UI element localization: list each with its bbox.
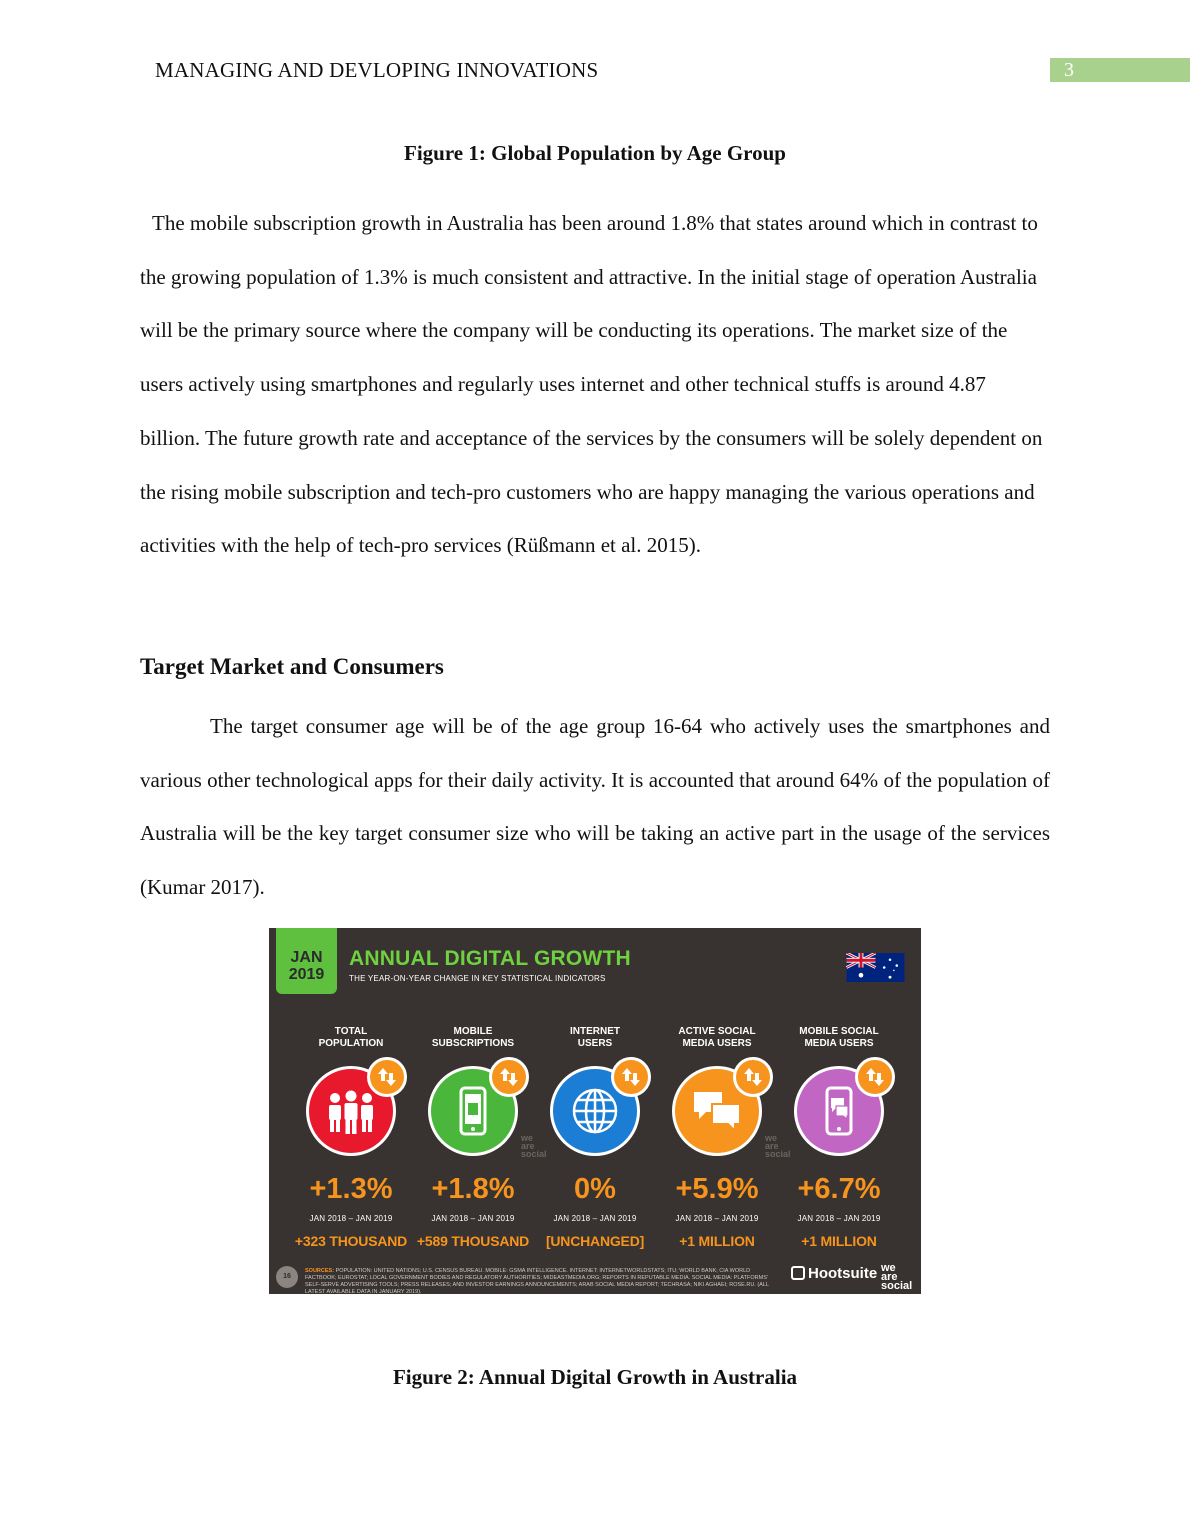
- we-are-social-watermark: we are social: [521, 1133, 547, 1159]
- section-heading: Target Market and Consumers: [140, 654, 444, 679]
- stat-label-line2: MEDIA USERS: [804, 1038, 874, 1049]
- stat-change: +1 MILLION: [679, 1233, 755, 1249]
- paragraph-1: The mobile subscription growth in Australia has been around 1.8% that states around which in contrast to the growing population of 1.3% is much consistent and attractive. In the initial stage of operation Australia will be the primary source where the company will be conducting its operations. The market size of the users actively using smartphones and regularly uses internet and other technical stuffs is around 4.87 billion. The future growth rate and acceptance of the services by the consumers will be solely dependent on the rising mobile subscription and tech-pro customers who are happy managing the various operations and activities with the help of tech-pro services (Rüßmann et al. 2015).: [140, 211, 1043, 558]
- stat-value: +1.8%: [431, 1173, 515, 1205]
- growth-badge-icon: [733, 1057, 773, 1097]
- stat-label-line2: MEDIA USERS: [682, 1038, 752, 1049]
- stat-value: +1.3%: [309, 1173, 393, 1205]
- hootsuite-wordmark: Hootsuite: [808, 1265, 878, 1282]
- stat-label-line1: MOBILE SOCIAL: [799, 1026, 879, 1037]
- we-are-social-watermark: we are social: [765, 1133, 791, 1159]
- growth-badge-icon: [367, 1057, 407, 1097]
- chat-bubbles-icon: [690, 1084, 744, 1138]
- stat-label: [657, 1026, 777, 1052]
- stat-label: [535, 1026, 655, 1052]
- stat-period: JAN 2018 – JAN 2019: [797, 1214, 881, 1223]
- stat-period: JAN 2018 – JAN 2019: [553, 1214, 637, 1223]
- stat-value: +6.7%: [797, 1173, 881, 1205]
- stat-label-line2: SUBSCRIPTIONS: [431, 1038, 515, 1049]
- growth-badge-icon: [855, 1057, 895, 1097]
- stat-circle: [672, 1066, 762, 1156]
- paragraph-2: The target consumer age will be of the age group 16-64 who actively uses the smartphones and various other technological apps for their daily activity. It is accounted that around 64% of the population of Australia will be the key target consumer size who will be taking an active part in the usage of the services (Kumar 2017).: [140, 714, 1050, 900]
- australia-flag-icon: [846, 953, 905, 982]
- stat-period: JAN 2018 – JAN 2019: [309, 1214, 393, 1223]
- stat-label-line1: INTERNET: [570, 1026, 620, 1037]
- stat-circle: [428, 1066, 518, 1156]
- growth-badge-icon: [489, 1057, 529, 1097]
- stat-total-population: [291, 1026, 411, 1249]
- date-tab: [276, 928, 337, 994]
- stat-label-line2: POPULATION: [318, 1038, 384, 1049]
- we-are-social-logo: we are social: [881, 1262, 913, 1292]
- stat-label: [413, 1026, 533, 1052]
- stat-label: [291, 1026, 411, 1052]
- mobile-phone-icon: [446, 1084, 500, 1138]
- running-header: MANAGING AND DEVLOPING INNOVATIONS: [155, 58, 599, 82]
- globe-icon: [568, 1084, 622, 1138]
- annual-digital-growth-infographic: [269, 928, 921, 1294]
- stat-change: +589 THOUSAND: [416, 1233, 530, 1249]
- stat-circle: [306, 1066, 396, 1156]
- stat-change: +323 THOUSAND: [294, 1233, 408, 1249]
- stat-label: [779, 1026, 899, 1052]
- date-month: JAN: [290, 949, 323, 966]
- figure2-caption: Figure 2: Annual Digital Growth in Australia: [392, 1365, 798, 1389]
- infographic-title: ANNUAL DIGITAL GROWTH: [349, 947, 631, 970]
- infographic-sources: [305, 1268, 775, 1294]
- infographic-subtitle: THE YEAR-ON-YEAR CHANGE IN KEY STATISTICAL INDICATORS: [349, 974, 606, 983]
- date-year: 2019: [288, 966, 325, 983]
- infographic-page-badge: 16: [276, 1266, 298, 1288]
- stat-label-line2: USERS: [577, 1038, 613, 1049]
- sources-text: POPULATION: UNITED NATIONS; U.S. CENSUS BUREAU. MOBILE: GSMA INTELLIGENCE. INTERNET: INTERNETWORLDSTATS; ITU; WORLD BANK; CIA WORLD FACTBOOK; EUROSTAT; LOCAL GOVERNMENT BODIES AND REGULATORY AUTHORITIES; MIDEASTMEDIA.ORG; REPORTS IN REPUTABLE MEDIA. SOCIAL MEDIA: PLATFORMS' SELF-SERVE ADVERTISING TOOLS; PRESS RELEASES; AND INVESTOR EARNINGS ANNOUNCEMENTS; ARAB SOCIAL MEDIA REPORT; TECHRASA; NIKI AGHAEI; ROSE.RU. (ALL LATEST AVAILABLE DATA IN JANUARY 2019).: [305, 1268, 769, 1294]
- sources-label: SOURCES:: [305, 1268, 335, 1274]
- stat-value: +5.9%: [675, 1173, 759, 1205]
- stat-mobile-social-media-users: [779, 1026, 899, 1249]
- stat-label-line1: ACTIVE SOCIAL: [678, 1026, 756, 1037]
- stat-active-social-media-users: [657, 1026, 777, 1249]
- stat-internet-users: [535, 1026, 655, 1249]
- stat-value: 0%: [574, 1173, 616, 1205]
- owl-icon: [791, 1266, 805, 1280]
- mobile-chat-icon: [812, 1084, 866, 1138]
- stat-circle: [550, 1066, 640, 1156]
- people-icon: [324, 1084, 378, 1138]
- figure1-caption: Figure 1: Global Population by Age Group: [404, 141, 786, 165]
- stat-label-line1: TOTAL: [334, 1026, 368, 1037]
- stat-circle: [794, 1066, 884, 1156]
- page-number: 3: [1050, 58, 1190, 82]
- stat-mobile-subscriptions: [413, 1026, 533, 1249]
- stat-change: +1 MILLION: [801, 1233, 877, 1249]
- stat-period: JAN 2018 – JAN 2019: [675, 1214, 759, 1223]
- stat-change: [UNCHANGED]: [545, 1233, 645, 1249]
- hootsuite-logo: [791, 1265, 877, 1282]
- stat-label-line1: MOBILE: [453, 1026, 493, 1037]
- growth-badge-icon: [611, 1057, 651, 1097]
- stat-period: JAN 2018 – JAN 2019: [431, 1214, 515, 1223]
